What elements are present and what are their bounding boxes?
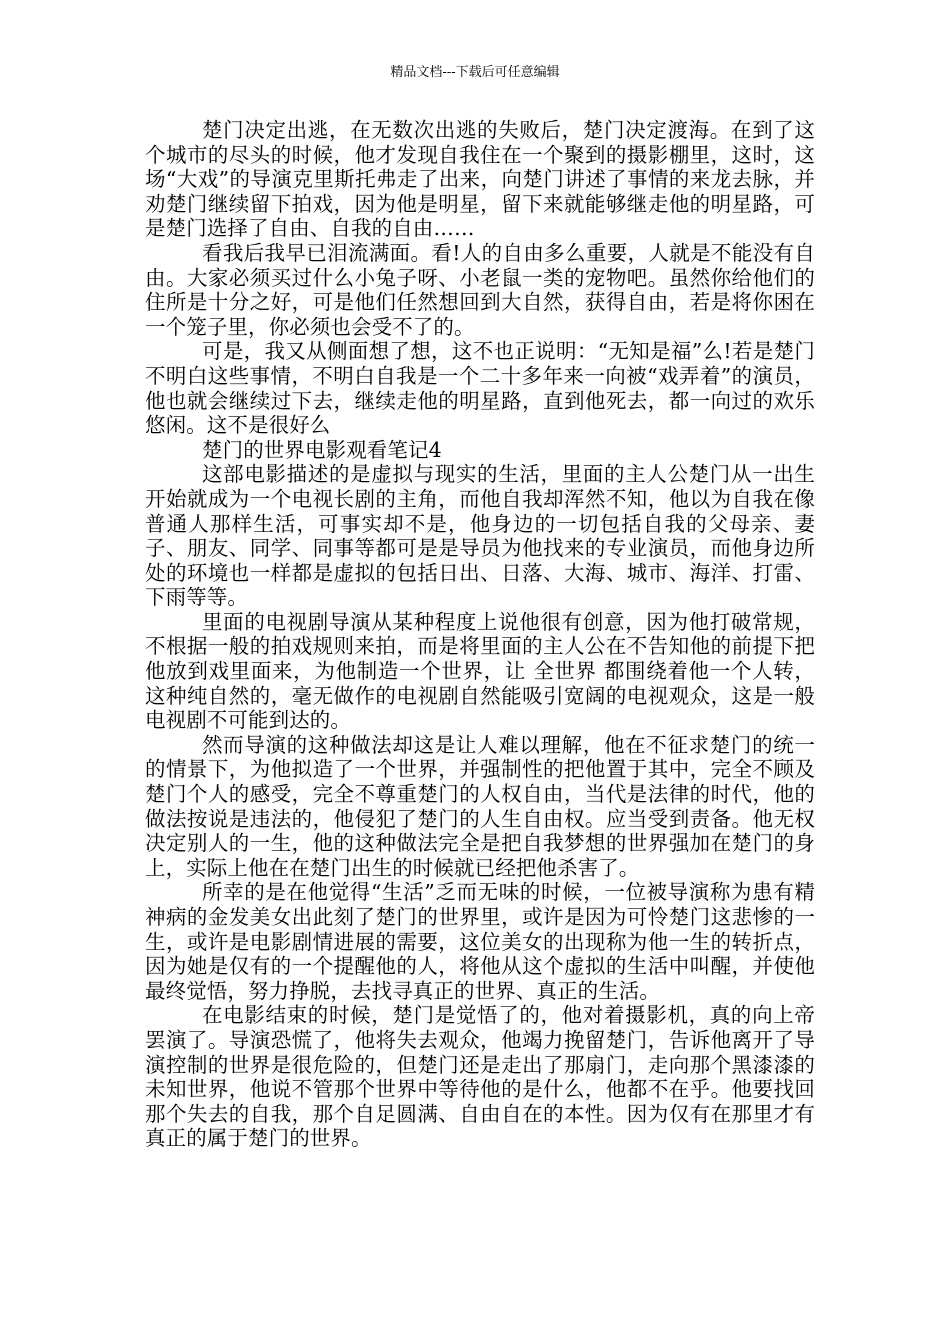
section-heading: 楚门的世界电影观看笔记4 [202, 437, 442, 462]
paragraph: 在电影结束的时候，楚门是觉悟了的，他对着摄影机，真的向上帝 罢演了。导演恐慌了，他将失去观众，他竭力挽留楚门，告诉他离开了导演控制的世界是很危险的，但楚门还是走出了那扇门，走向那个黑漆漆的未知世界，他说不管那个世界中等待他的是什么，他都不在乎。他要找回那个失去的自我，那个自足圆满、自由自在的本性。因为仅有在那里才有真正的属于楚门的世界。 [145, 1003, 815, 1151]
page-header: 精品文档---下载后可任意编辑 [390, 65, 560, 80]
paragraph: 然而导演的这种做法却这是让人难以理解，他在不征求楚门的统一的情景下，为他拟造了一个世界，并强制性的把他置于其中，完全不顾及楚门个人的感受，完全不尊重楚门的人权自由，当代是法律的时代，他的做法按说是违法的，他侵犯了楚门的人生自由权。应当受到责备。他无权决定别人的一生，他的这种做法完全是把自我梦想的世界强加在楚门的身上，实际上他在在楚门出生的时候就已经把他杀害了。 [145, 732, 815, 880]
document-body [145, 118, 815, 1151]
paragraph: 可是，我又从侧面想了想，这不也正说明：“无知是福”么!若是楚门不明白这些事情，不明白自我是一个二十多年来一向被“戏弄着”的演员，他也就会继续过下去，继续走他的明星路，直到他死去，都一向过的欢乐悠闲。这不是很好么 [145, 339, 815, 438]
paragraph: 楚门决定出逃，在无数次出逃的失败后，楚门决定渡海。在到了这个城市的尽头的时候，他才发现自我住在一个聚到的摄影棚里，这时，这场“大戏”的导演克里斯托弗走了出来，向楚门讲述了事情的来龙去脉，并劝楚门继续留下拍戏，因为他是明星，留下来就能够继走他的明星路，可是楚门选择了自由、自我的自由…… [145, 118, 815, 241]
paragraph: 看我后我早已泪流满面。看!人的自由多么重要，人就是不能没有自由。大家必须买过什么小兔子呀、小老鼠一类的宠物吧。虽然你给他们的住所是十分之好，可是他们任然想回到大自然，获得自由，若是将你困在一个笼子里，你必须也会受不了的。 [145, 240, 815, 339]
paragraph: 里面的电视剧导演从某种程度上说他很有创意，因为他打破常规，不根据一般的拍戏规则来拍，而是将里面的主人公在不告知他的前提下把他放到戏里面来，为他制造一个世界，让 全世界 都围绕着他一个人转，这种纯自然的，毫无做作的电视剧自然能吸引宽阔的电视观众，这是一般电视剧不可能到达的。 [145, 609, 815, 733]
paragraph: 所幸的是在他觉得“生活”乏而无味的时候，一位被导演称为患有精神病的金发美女出此刻了楚门的世界里，或许是因为可怜楚门这悲惨的一生，或许是电影剧情进展的需要，这位美女的出现称为他一生的转折点，因为她是仅有的一个提醒他的人，将他从这个虚拟的生活中叫醒，并使他最终觉悟，努力挣脱，去找寻真正的世界、真正的生活。 [145, 880, 815, 1003]
paragraph: 这部电影描述的是虚拟与现实的生活，里面的主人公楚门从一出生开始就成为一个电视长剧的主角，而他自我却浑然不知，他以为自我在像普通人那样生活，可事实却不是，他身边的一切包括自我的父母亲、妻子、朋友、同学、同事等都可是是导员为他找来的专业演员，而他身边所处的环境也一样都是虚拟的包括日出、日落、大海、城市、海洋、打雷、下雨等等。 [145, 462, 815, 610]
